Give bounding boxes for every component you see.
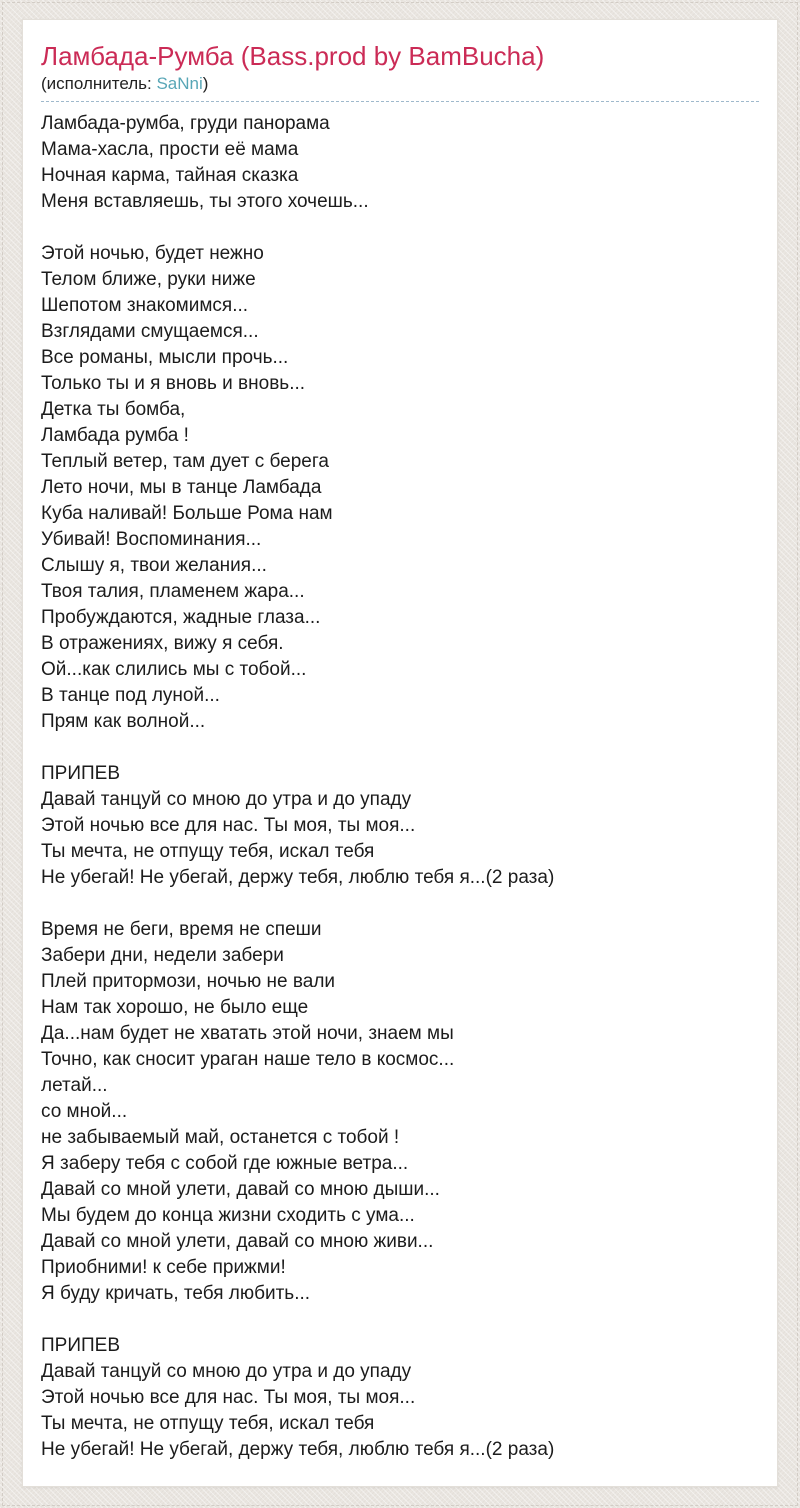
lyric-line: Мы будем до конца жизни сходить с ума... (41, 1205, 415, 1226)
lyrics-card (22, 19, 778, 1487)
lyric-line: Давай со мной улети, давай со мною живи... (41, 1231, 434, 1252)
lyric-line: Приобними! к себе прижми! (41, 1257, 286, 1278)
lyric-line: Ночная карма, тайная сказка (41, 165, 299, 186)
lyric-line: со мной... (41, 1101, 128, 1122)
lyric-line: В танце под луной... (41, 685, 220, 706)
lyric-line: Твоя талия, пламенем жара... (41, 581, 305, 602)
lyric-line: Ламбада-румба, груди панорама (41, 113, 330, 134)
artist-line (41, 73, 759, 102)
lyric-line: Только ты и я вновь и вновь... (41, 373, 306, 394)
lyrics (41, 111, 759, 1463)
lyric-line: Давай танцуй со мною до утра и до упаду (41, 1361, 412, 1382)
lyric-line: Плей притормози, ночью не вали (41, 971, 336, 992)
lyric-line: ПРИПЕВ (41, 1335, 120, 1356)
lyric-line: Теплый ветер, там дует с берега (41, 451, 329, 472)
stanza (41, 761, 759, 891)
lyric-line: Не убегай! Не убегай, держу тебя, люблю тебя я...(2 раза) (41, 1439, 555, 1460)
lyric-line: Нам так хорошо, не было еще (41, 997, 309, 1018)
lyric-line: Ты мечта, не отпущу тебя, искал тебя (41, 1413, 375, 1434)
lyric-line: Пробуждаются, жадные глаза... (41, 607, 321, 628)
artist-label: (исполнитель: (41, 74, 157, 93)
lyric-line: Давай со мной улети, давай со мною дыши... (41, 1179, 440, 1200)
lyric-line: Не убегай! Не убегай, держу тебя, люблю тебя я...(2 раза) (41, 867, 555, 888)
artist-link[interactable]: SaNni (156, 74, 203, 93)
lyric-line: летай... (41, 1075, 108, 1096)
lyric-line: Детка ты бомба, (41, 399, 186, 420)
lyric-line: Ламбада румба ! (41, 425, 189, 446)
lyric-line: Лето ночи, мы в танце Ламбада (41, 477, 322, 498)
stanza (41, 241, 759, 735)
lyric-line: Куба наливай! Больше Рома нам (41, 503, 333, 524)
lyric-line: Телом ближе, руки ниже (41, 269, 256, 290)
lyric-line: В отражениях, вижу я себя. (41, 633, 284, 654)
lyric-line: Меня вставляешь, ты этого хочешь... (41, 191, 369, 212)
lyric-line: Я заберу тебя с собой где южные ветра... (41, 1153, 409, 1174)
lyric-line: ПРИПЕВ (41, 763, 120, 784)
lyric-line: Слышу я, твои желания... (41, 555, 267, 576)
lyric-line: Шепотом знакомимся... (41, 295, 249, 316)
artist-label-close: ) (202, 74, 209, 93)
lyric-line: Все романы, мысли прочь... (41, 347, 289, 368)
stanza (41, 111, 759, 215)
lyric-line: Точно, как сносит ураган наше тело в космос... (41, 1049, 455, 1070)
lyric-line: Прям как волной... (41, 711, 206, 732)
lyric-line: Ты мечта, не отпущу тебя, искал тебя (41, 841, 375, 862)
stanza (41, 1333, 759, 1463)
lyric-line: Я буду кричать, тебя любить... (41, 1283, 311, 1304)
lyric-line: Этой ночью все для нас. Ты моя, ты моя... (41, 815, 416, 836)
lyric-line: Время не беги, время не спеши (41, 919, 322, 940)
lyric-line: Мама-хасла, прости её мама (41, 139, 299, 160)
lyric-line: Этой ночью, будет нежно (41, 243, 264, 264)
lyric-line: Ой...как слились мы с тобой... (41, 659, 307, 680)
lyric-line: Убивай! Воспоминания... (41, 529, 262, 550)
lyric-line: не забываемый май, останется с тобой ! (41, 1127, 400, 1148)
song-title: Ламбада-Румба (Bass.prod by BamBucha) (41, 41, 545, 71)
lyric-line: Этой ночью все для нас. Ты моя, ты моя... (41, 1387, 416, 1408)
stanza (41, 917, 759, 1307)
lyric-line: Забери дни, недели забери (41, 945, 284, 966)
lyric-line: Взглядами смущаемся... (41, 321, 259, 342)
lyric-line: Давай танцуй со мною до утра и до упаду (41, 789, 412, 810)
lyric-line: Да...нам будет не хватать этой ночи, знаем мы (41, 1023, 454, 1044)
